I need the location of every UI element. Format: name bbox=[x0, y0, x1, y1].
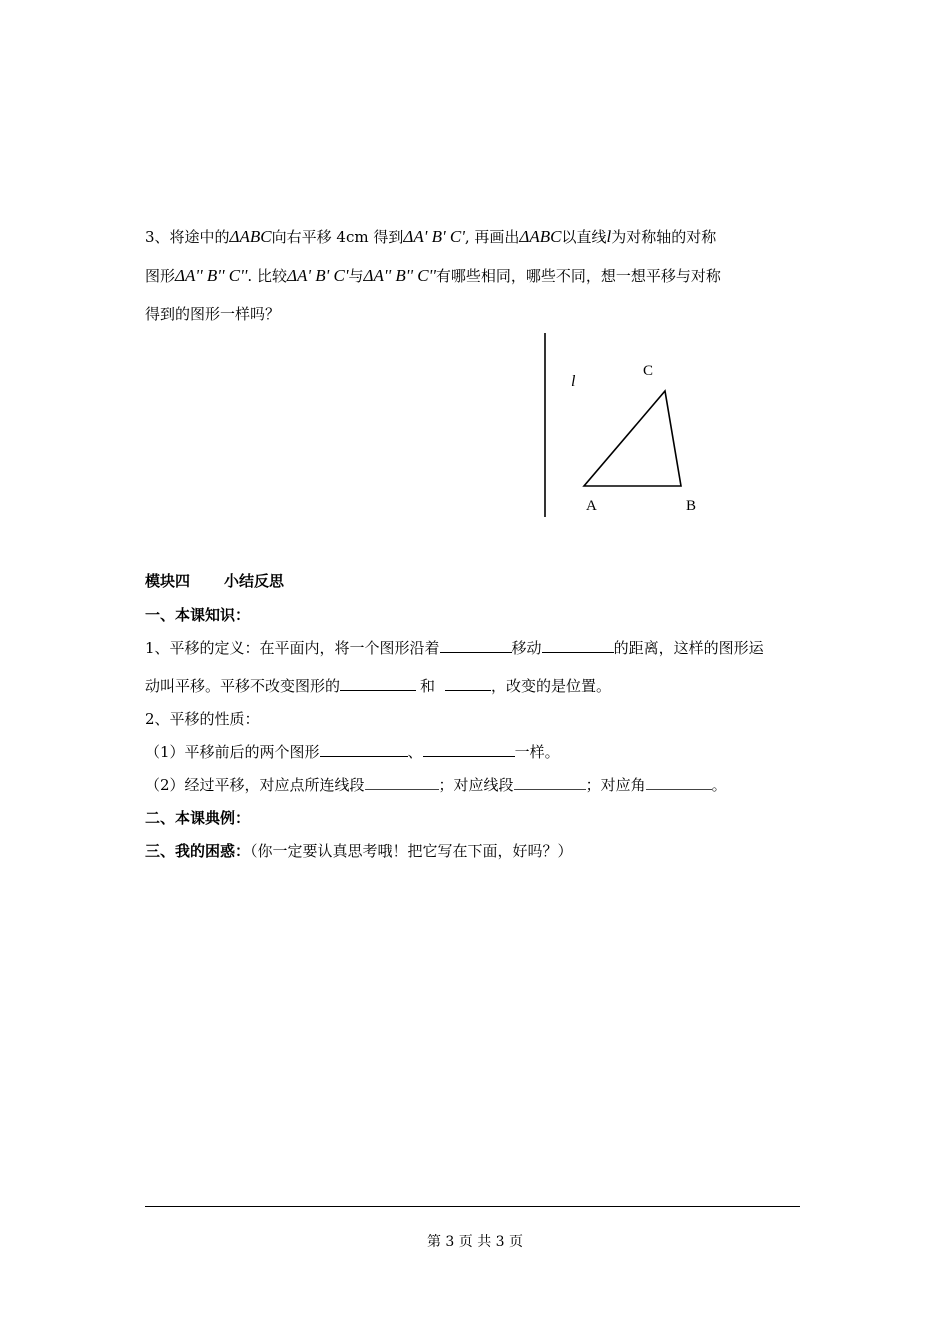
section3-note: （你一定要认真思考哦！把它写在下面，好吗？） bbox=[250, 842, 573, 860]
text: 动叫平移。平移不改变图形的 bbox=[145, 677, 341, 695]
text: 向右平移 4cm 得到 bbox=[271, 228, 404, 246]
fill-blank[interactable] bbox=[340, 676, 416, 691]
triangle-a1b1c1: ΔA' B' C' bbox=[286, 266, 349, 285]
module-heading bbox=[145, 570, 284, 591]
triangle-abc: ΔABC bbox=[519, 227, 562, 246]
definition-line1 bbox=[145, 637, 764, 658]
fill-blank[interactable] bbox=[514, 775, 586, 790]
text: 以直线 bbox=[561, 228, 607, 246]
problem3-line2 bbox=[145, 265, 721, 286]
axis-label-l: l bbox=[571, 373, 576, 390]
triangle-a2b2c2: ΔA'' B'' C'' bbox=[175, 266, 248, 285]
triangle-a2b2c2: ΔA'' B'' C'' bbox=[363, 266, 436, 285]
text: ；对应角 bbox=[585, 776, 646, 794]
fill-blank[interactable] bbox=[445, 676, 491, 691]
fill-blank[interactable] bbox=[646, 775, 712, 790]
line-l: l bbox=[606, 227, 612, 246]
vertex-label-c: C bbox=[643, 363, 654, 379]
vertex-label-b: B bbox=[686, 498, 697, 514]
text: 移动 bbox=[511, 639, 542, 657]
text: 一样。 bbox=[514, 743, 560, 761]
footer-divider bbox=[145, 1206, 800, 1207]
fill-blank[interactable] bbox=[423, 742, 515, 757]
text: （2）经过平移，对应点所连线段 bbox=[145, 776, 365, 794]
text: 。 bbox=[711, 776, 727, 794]
section3-heading: 三、我的困惑： bbox=[145, 842, 251, 860]
section3-line bbox=[145, 840, 573, 861]
page-number: 第 3 页 共 3 页 bbox=[426, 1234, 524, 1250]
text: ；对应线段 bbox=[438, 776, 514, 794]
property-2 bbox=[145, 774, 727, 795]
section2-heading: 二、本课典例： bbox=[145, 809, 251, 827]
vertex-label-a: A bbox=[586, 498, 597, 514]
text: 3、将途中的 bbox=[145, 228, 230, 246]
text: 、 bbox=[407, 743, 423, 761]
text: . 比较 bbox=[247, 267, 287, 285]
triangle-figure bbox=[520, 330, 720, 525]
fill-blank[interactable] bbox=[440, 638, 512, 653]
text: （1）平移前后的两个图形 bbox=[145, 743, 320, 761]
section1-heading: 一、本课知识： bbox=[145, 606, 251, 624]
triangle-abc-shape bbox=[584, 391, 681, 486]
text: , 再画出 bbox=[464, 228, 520, 246]
text: 有哪些相同，哪些不同，想一想平移与对称 bbox=[435, 267, 721, 285]
module-subtitle: 小结反思 bbox=[224, 572, 285, 590]
fill-blank[interactable] bbox=[542, 638, 614, 653]
text: 图形 bbox=[145, 267, 176, 285]
triangle-abc: ΔABC bbox=[229, 227, 272, 246]
text: 与 bbox=[348, 267, 364, 285]
fill-blank[interactable] bbox=[365, 775, 439, 790]
problem3-line1 bbox=[145, 226, 716, 247]
property-1 bbox=[145, 741, 560, 762]
text: 1、平移的定义：在平面内，将一个图形沿着 bbox=[145, 639, 440, 657]
text: 和 bbox=[420, 677, 436, 695]
fill-blank[interactable] bbox=[320, 742, 408, 757]
triangle-a1b1c1: ΔA' B' C' bbox=[403, 227, 465, 246]
text: ，改变的是位置。 bbox=[491, 677, 612, 695]
properties-heading: 2、平移的性质： bbox=[145, 710, 260, 728]
text: 为对称轴的对称 bbox=[611, 228, 717, 246]
problem3-line3: 得到的图形一样吗？ bbox=[145, 305, 281, 323]
text: 的距离，这样的图形运 bbox=[613, 639, 764, 657]
definition-line2 bbox=[145, 675, 611, 696]
module-title: 模块四 bbox=[145, 572, 191, 590]
